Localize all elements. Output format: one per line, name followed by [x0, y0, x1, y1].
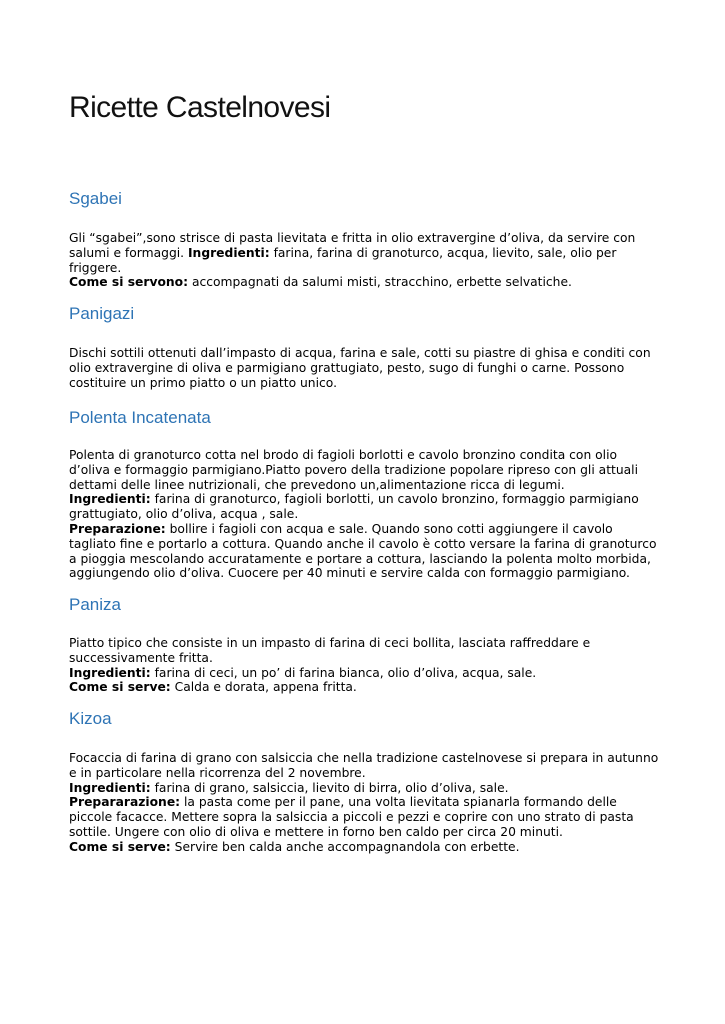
text-line [69, 246, 659, 261]
line-text: Servire ben calda anche accompagnandola con erbette. [170, 839, 520, 854]
recipe-section [69, 188, 659, 290]
section-heading: Polenta Incatenata [69, 408, 211, 427]
text-line [69, 566, 659, 581]
recipe-section [69, 594, 659, 695]
document-page [69, 86, 659, 854]
line-text: d’oliva e formaggio parmigiano.Piatto povero della tradizione popolare ripreso con gli attuali [69, 462, 638, 477]
line-text: successivamente fritta. [69, 650, 213, 665]
section-body [69, 751, 659, 855]
text-line [69, 361, 659, 376]
text-line [69, 261, 659, 276]
line-text: Focaccia di farina di grano con salsiccia che nella tradizione castelnovese si prepara in autunno [69, 751, 659, 765]
text-line [69, 666, 659, 681]
document-title: Ricette Castelnovesi [69, 91, 331, 124]
line-text: farina, farina di granoturco, acqua, lievito, sale, olio per [269, 245, 617, 260]
line-text: farina di granoturco, fagioli borlotti, un cavolo bronzino, formaggio parmigiano [150, 492, 639, 507]
line-text: Gli “sgabei”,sono strisce di pasta lievitata e fritta in olio extravergine d’oliva, da servire con [69, 231, 636, 245]
text-line [69, 810, 659, 825]
text-line [69, 463, 659, 478]
section-heading: Kizoa [69, 709, 112, 728]
line-text: aggiungendo olio d’oliva. Cuocere per 40 minuti e servire calda con formaggio parmigiano. [69, 566, 630, 581]
text-line [69, 492, 659, 507]
line-text: dettami delle linee nutrizionali, che prevedono un,alimentazione ricca di legumi. [69, 477, 565, 492]
section-body [69, 448, 659, 581]
text-line [69, 781, 659, 796]
recipe-section [69, 708, 659, 855]
text-line [69, 522, 659, 537]
section-body [69, 636, 659, 695]
field-label: Preparazione: [69, 521, 166, 536]
line-text: sottile. Ungere con olio di oliva e mettere in forno ben caldo per circa 20 minuti. [69, 824, 563, 839]
line-text: Calda e dorata, appena fritta. [170, 680, 357, 695]
recipe-section [69, 407, 659, 581]
text-line [69, 751, 659, 766]
field-label: Come si serve: [69, 680, 171, 695]
line-text: grattugiato, olio d’oliva, acqua , sale. [69, 507, 299, 522]
line-text: accompagnati da salumi misti, stracchino, erbette selvatiche. [188, 275, 572, 290]
text-line [69, 231, 659, 246]
text-line [69, 795, 659, 810]
line-text: e in particolare nella ricorrenza del 2 novembre. [69, 765, 366, 780]
line-text: farina di ceci, un po’ di farina bianca, olio d’oliva, acqua, sale. [150, 665, 537, 680]
field-label: Come si serve: [69, 839, 171, 854]
text-line [69, 346, 659, 361]
section-heading: Sgabei [69, 189, 122, 208]
text-line [69, 275, 659, 290]
section-body [69, 346, 659, 390]
line-text: friggere. [69, 260, 122, 275]
line-text: a pioggia mescolando accuratamente e portare a cottura, lasciando la polenta molto morbida, [69, 551, 651, 566]
text-line [69, 448, 659, 463]
line-text: Piatto tipico che consiste in un impasto di farina di ceci bollita, lasciata raffreddare e [69, 636, 591, 650]
text-line [69, 636, 659, 651]
section-heading: Panigazi [69, 304, 135, 323]
line-text: Polenta di granoturco cotta nel brodo di fagioli borlotti e cavolo bronzino condita con olio [69, 448, 618, 462]
line-text: Dischi sottili ottenuti dall’impasto di acqua, farina e sale, cotti su piastre di ghisa e conditi con [69, 346, 651, 360]
text-line [69, 552, 659, 567]
section-heading: Paniza [69, 595, 121, 614]
line-text: costituire un primo piatto o un piatto unico. [69, 375, 337, 390]
field-label: Ingredienti: [69, 780, 151, 795]
line-text: tagliato fine e portarlo a cottura. Quando anche il cavolo è cotto versare la farina di granoturco [69, 536, 657, 551]
line-text: farina di grano, salsiccia, lievito di birra, olio d’oliva, sale. [150, 780, 509, 795]
line-text: la pasta come per il pane, una volta lievitata spianarla formando delle [180, 795, 617, 810]
text-line [69, 680, 659, 695]
field-label: Prepararazione: [69, 795, 181, 810]
section-body [69, 231, 659, 290]
line-text: salumi e formaggi. [69, 245, 188, 260]
recipe-section [69, 303, 659, 390]
text-line [69, 507, 659, 522]
text-line [69, 840, 659, 855]
line-text: bollire i fagioli con acqua e sale. Quando sono cotti aggiungere il cavolo [165, 521, 613, 536]
text-line [69, 825, 659, 840]
text-line [69, 478, 659, 493]
field-label: Ingredienti: [187, 245, 270, 260]
text-line [69, 376, 659, 391]
text-line [69, 537, 659, 552]
text-line [69, 766, 659, 781]
field-label: Ingredienti: [69, 665, 151, 680]
field-label: Come si servono: [69, 275, 189, 290]
line-text: olio extravergine di oliva e parmigiano grattugiato, pesto, sugo di funghi o carne. Possono [69, 360, 625, 375]
field-label: Ingredienti: [69, 492, 151, 507]
line-text: piccole facacce. Mettere sopra la salsiccia a piccoli e pezzi e coprire con uno strato di pasta [69, 810, 634, 825]
text-line [69, 651, 659, 666]
